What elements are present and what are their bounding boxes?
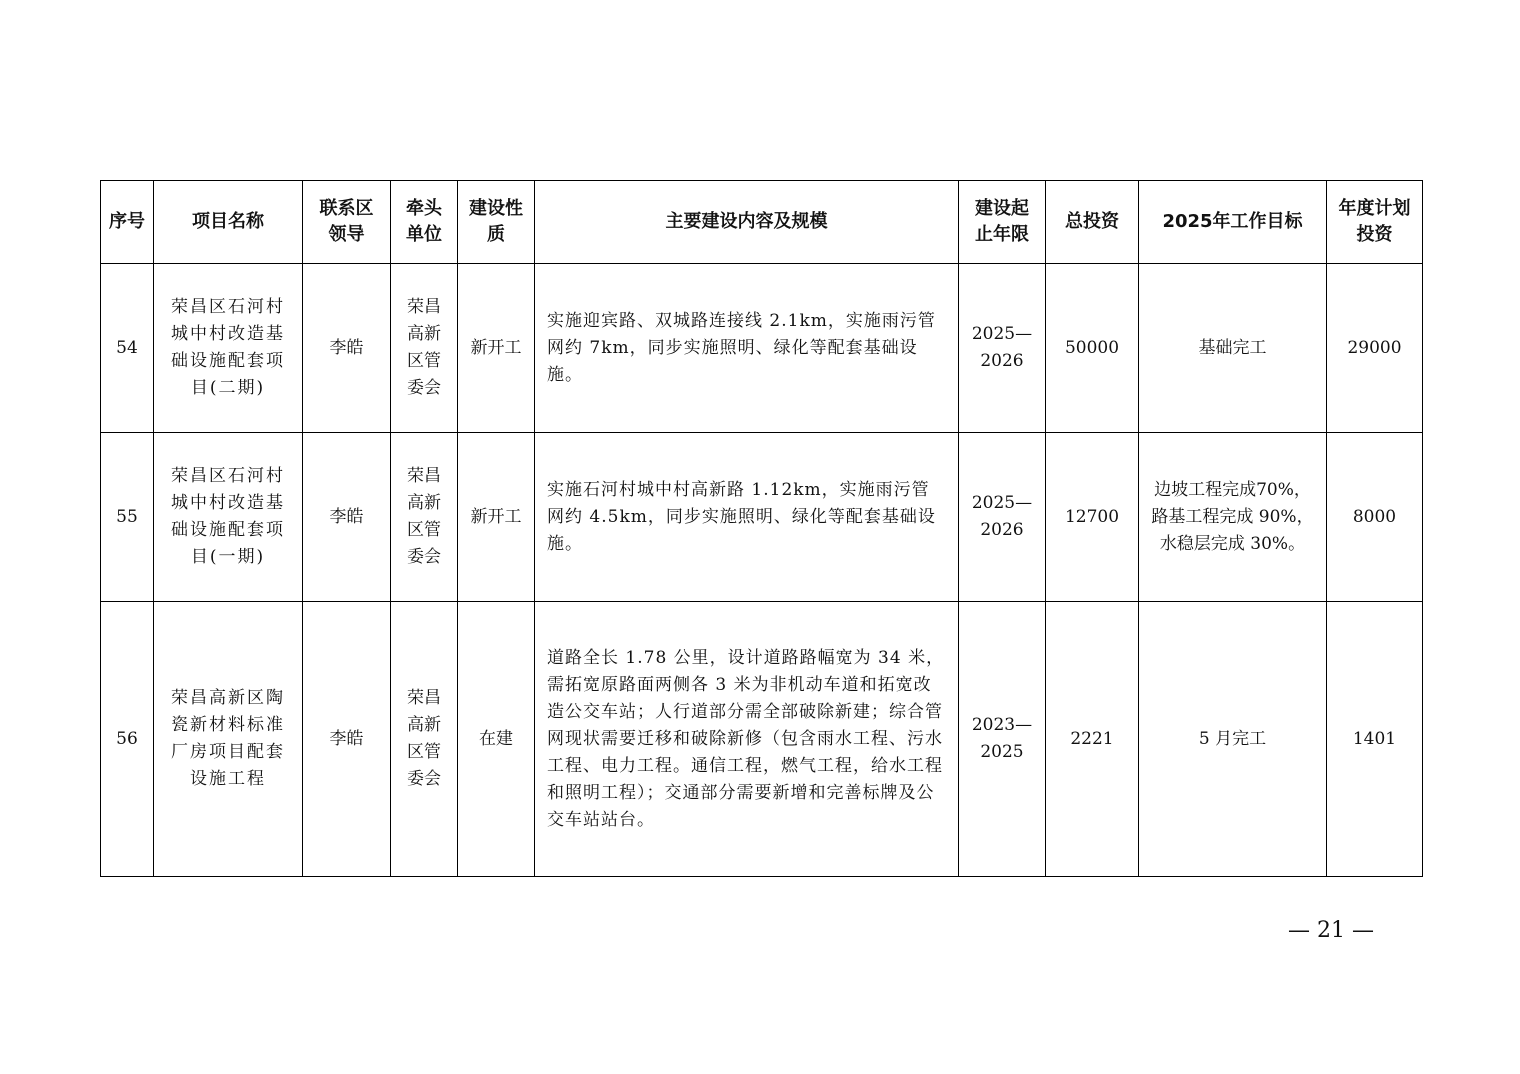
cell-content: 实施石河村城中村高新路 1.12km，实施雨污管网约 4.5km，同步实施照明、绿化等配套基础设施。 <box>535 433 959 602</box>
cell-name: 荣昌区石河村城中村改造基础设施配套项目(二期) <box>154 264 303 433</box>
cell-nature: 在建 <box>458 602 535 877</box>
cell-nature: 新开工 <box>458 264 535 433</box>
cell-goal: 边坡工程完成70%，路基工程完成 90%，水稳层完成 30%。 <box>1139 433 1327 602</box>
cell-unit: 荣昌高新区管委会 <box>391 602 458 877</box>
cell-leader: 李皓 <box>303 602 391 877</box>
table-header-row <box>101 181 1423 264</box>
cell-unit: 荣昌高新区管委会 <box>391 264 458 433</box>
cell-content: 实施迎宾路、双城路连接线 2.1km，实施雨污管网约 7km，同步实施照明、绿化等配套基础设施。 <box>535 264 959 433</box>
page-number: — 21 — <box>1288 918 1374 943</box>
header-name: 项目名称 <box>154 181 303 264</box>
table-row <box>101 602 1423 877</box>
cell-seq: 54 <box>101 264 154 433</box>
cell-period: 2025—2026 <box>959 264 1046 433</box>
header-unit: 牵头单位 <box>391 181 458 264</box>
cell-name: 荣昌高新区陶瓷新材料标准厂房项目配套设施工程 <box>154 602 303 877</box>
cell-leader: 李皓 <box>303 433 391 602</box>
cell-content: 道路全长 1.78 公里，设计道路路幅宽为 34 米，需拓宽原路面两侧各 3 米为非机动车道和拓宽改造公交车站；人行道部分需全部破除新建；综合管网现状需要迁移和破除新修（包含雨水工程、污水工程、电力工程。通信工程，燃气工程，给水工程和照明工程）；交通部分需要新增和完善标牌及公交车站站台。 <box>535 602 959 877</box>
header-goal: 2025年工作目标 <box>1139 181 1327 264</box>
project-table <box>100 180 1423 877</box>
cell-leader: 李皓 <box>303 264 391 433</box>
cell-seq: 55 <box>101 433 154 602</box>
cell-name: 荣昌区石河村城中村改造基础设施配套项目(一期) <box>154 433 303 602</box>
header-nature: 建设性质 <box>458 181 535 264</box>
table-row <box>101 264 1423 433</box>
table-row <box>101 433 1423 602</box>
cell-unit: 荣昌高新区管委会 <box>391 433 458 602</box>
header-total: 总投资 <box>1046 181 1139 264</box>
header-leader: 联系区领导 <box>303 181 391 264</box>
cell-total: 12700 <box>1046 433 1139 602</box>
cell-plan: 8000 <box>1327 433 1423 602</box>
header-plan: 年度计划投资 <box>1327 181 1423 264</box>
header-content: 主要建设内容及规模 <box>535 181 959 264</box>
cell-nature: 新开工 <box>458 433 535 602</box>
cell-period: 2025—2026 <box>959 433 1046 602</box>
cell-total: 2221 <box>1046 602 1139 877</box>
cell-period: 2023—2025 <box>959 602 1046 877</box>
cell-total: 50000 <box>1046 264 1139 433</box>
cell-seq: 56 <box>101 602 154 877</box>
cell-goal: 5 月完工 <box>1139 602 1327 877</box>
cell-plan: 1401 <box>1327 602 1423 877</box>
cell-plan: 29000 <box>1327 264 1423 433</box>
cell-goal: 基础完工 <box>1139 264 1327 433</box>
header-period: 建设起止年限 <box>959 181 1046 264</box>
header-seq: 序号 <box>101 181 154 264</box>
